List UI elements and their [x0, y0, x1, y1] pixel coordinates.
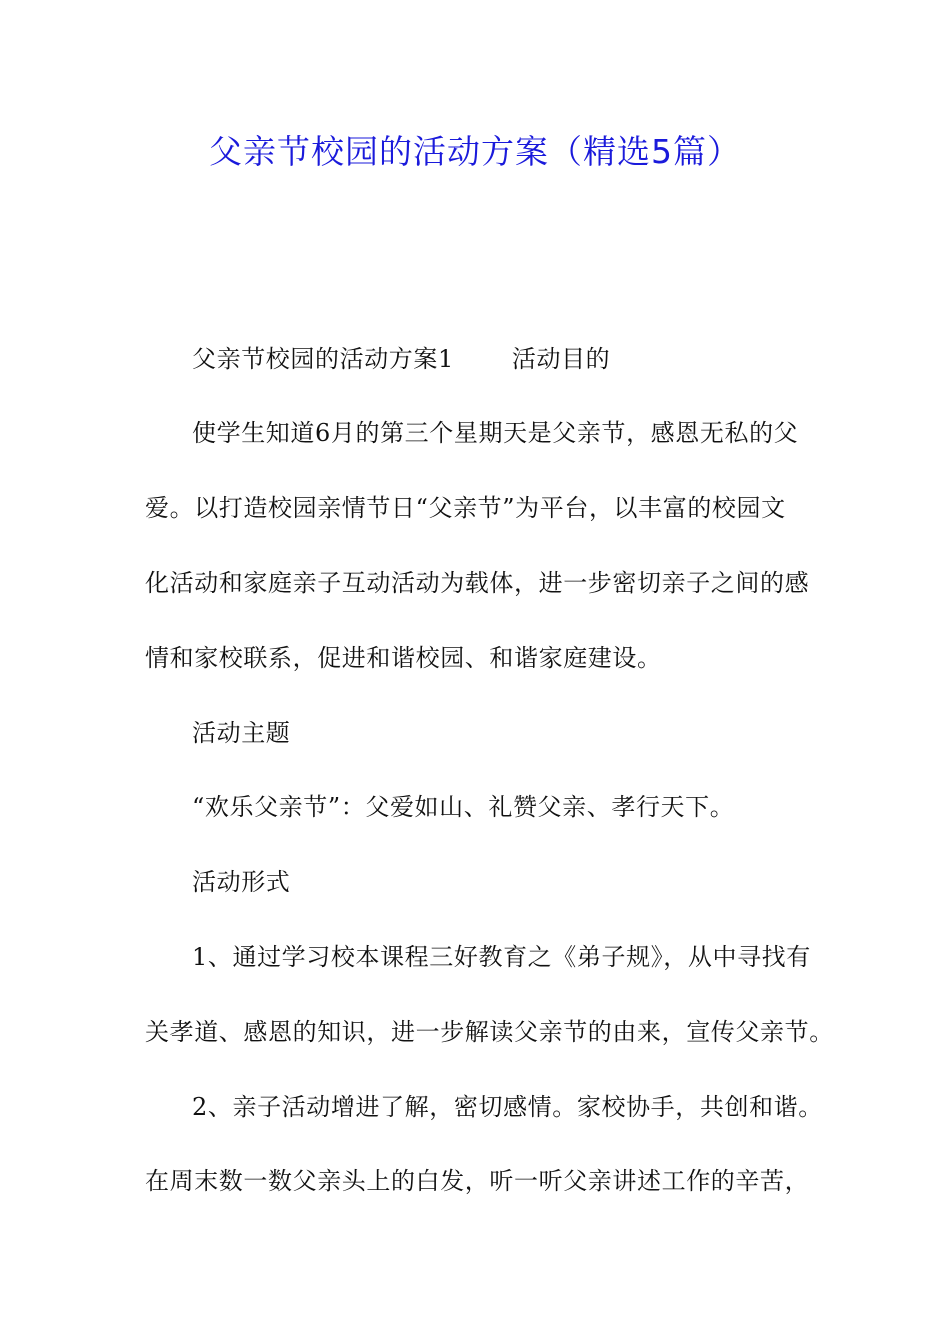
subsection-heading: 活动形式 — [192, 868, 291, 896]
subsection-heading: 活动主题 — [192, 719, 291, 747]
section-heading: 父亲节校园的活动方案1 — [192, 345, 454, 373]
section-heading-line — [192, 341, 610, 377]
paragraph-line: 化活动和家庭亲子互动活动为载体，进一步密切亲子之间的感 — [145, 569, 810, 597]
paragraph-line: “欢乐父亲节”：父爱如山、礼赞父亲、孝行天下。 — [192, 793, 735, 821]
paragraph-line: 使学生知道6月的第三个星期天是父亲节，感恩无私的父 — [192, 419, 799, 447]
document-title: 父亲节校园的活动方案（精选5篇） — [209, 132, 741, 171]
paragraph-line: 情和家校联系，促进和谐校园、和谐家庭建设。 — [145, 644, 662, 672]
paragraph-line: 爱。以打造校园亲情节日“父亲节”为平台，以丰富的校园文 — [145, 494, 786, 522]
list-item-line: 1、通过学习校本课程三好教育之《弟子规》，从中寻找有 — [192, 943, 811, 971]
section-subheading: 活动目的 — [511, 345, 611, 373]
list-item-line: 2、亲子活动增进了解，密切感情。家校协手，共创和谐。 — [192, 1093, 823, 1121]
list-item-line: 在周末数一数父亲头上的白发，听一听父亲讲述工作的辛苦， — [145, 1167, 810, 1195]
list-item-line: 关孝道、感恩的知识，进一步解读父亲节的由来，宣传父亲节。 — [145, 1018, 834, 1046]
